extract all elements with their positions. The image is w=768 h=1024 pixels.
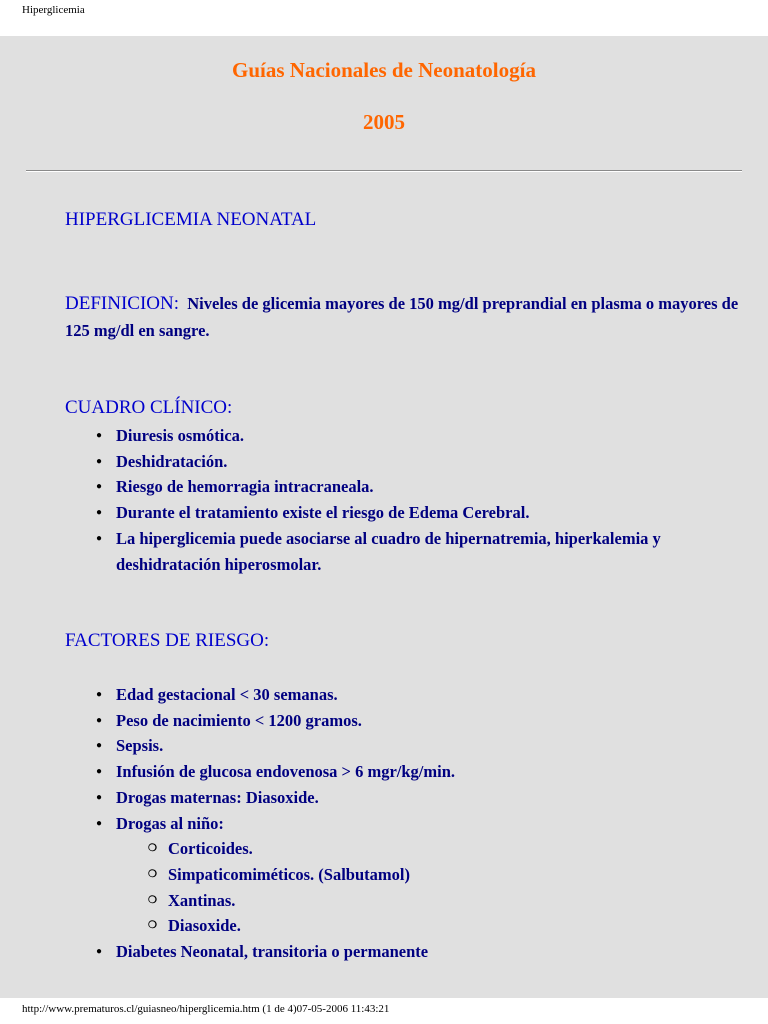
risk-list [0,682,716,965]
list-item: ● Sepsis. [0,733,716,759]
list-item: ● Diabetes Neonatal, transitoria o permanente [0,939,716,965]
definition-text: Niveles de glicemia mayores de 150 mg/dl preprandial en plasma o mayores de 125 mg/dl en sangre. [65,294,739,340]
list-item: ● Diuresis osmótica. [0,423,716,449]
list-item: ● Riesgo de hemorragia intracraneala. [0,474,716,500]
sublist-item: ❍ Diasoxide. [116,913,708,939]
list-item: ● Deshidratación. [0,449,716,475]
page-header-title: Hiperglicemia [22,4,85,16]
list-item: ● Peso de nacimiento < 1200 gramos. [0,708,716,734]
list-item: ● Edad gestacional < 30 semanas. [0,682,716,708]
definition-paragraph [65,290,745,344]
risk-heading: FACTORES DE RIESGO: [65,630,270,651]
document-year: 2005 [363,110,405,134]
list-item: ● Drogas maternas: Diasoxide. [0,785,716,811]
main-heading: HIPERGLICEMIA NEONATAL [65,209,317,230]
list-item-with-sublist [0,811,716,940]
sublist-item: ❍ Simpaticomiméticos. (Salbutamol) [116,862,708,888]
page-footer-url: http://www.prematuros.cl/guiasneo/hiperglicemia.htm (1 de 4)07-05-2006 11:43:21 [22,1003,390,1015]
definition-label: DEFINICION: [65,293,179,314]
list-item: ● Infusión de glucosa endovenosa > 6 mgr/kg/min. [0,759,716,785]
document-title: Guías Nacionales de Neonatología [232,58,536,82]
sublist-item: ❍ Xantinas. [116,888,708,914]
child-drugs-sublist [116,836,716,939]
horizontal-rule [26,170,742,172]
sublist-item: ❍ Corticoides. [116,836,708,862]
list-item-label: Drogas al niño: [116,813,224,833]
clinical-heading: CUADRO CLÍNICO: [65,397,233,418]
clinical-list [0,423,716,577]
list-item: ● La hiperglicemia puede asociarse al cuadro de hipernatremia, hiperkalemia y deshidratación hiperosmolar. [0,526,716,577]
content-panel [0,36,768,998]
list-item: ● Durante el tratamiento existe el riesgo de Edema Cerebral. [0,500,716,526]
